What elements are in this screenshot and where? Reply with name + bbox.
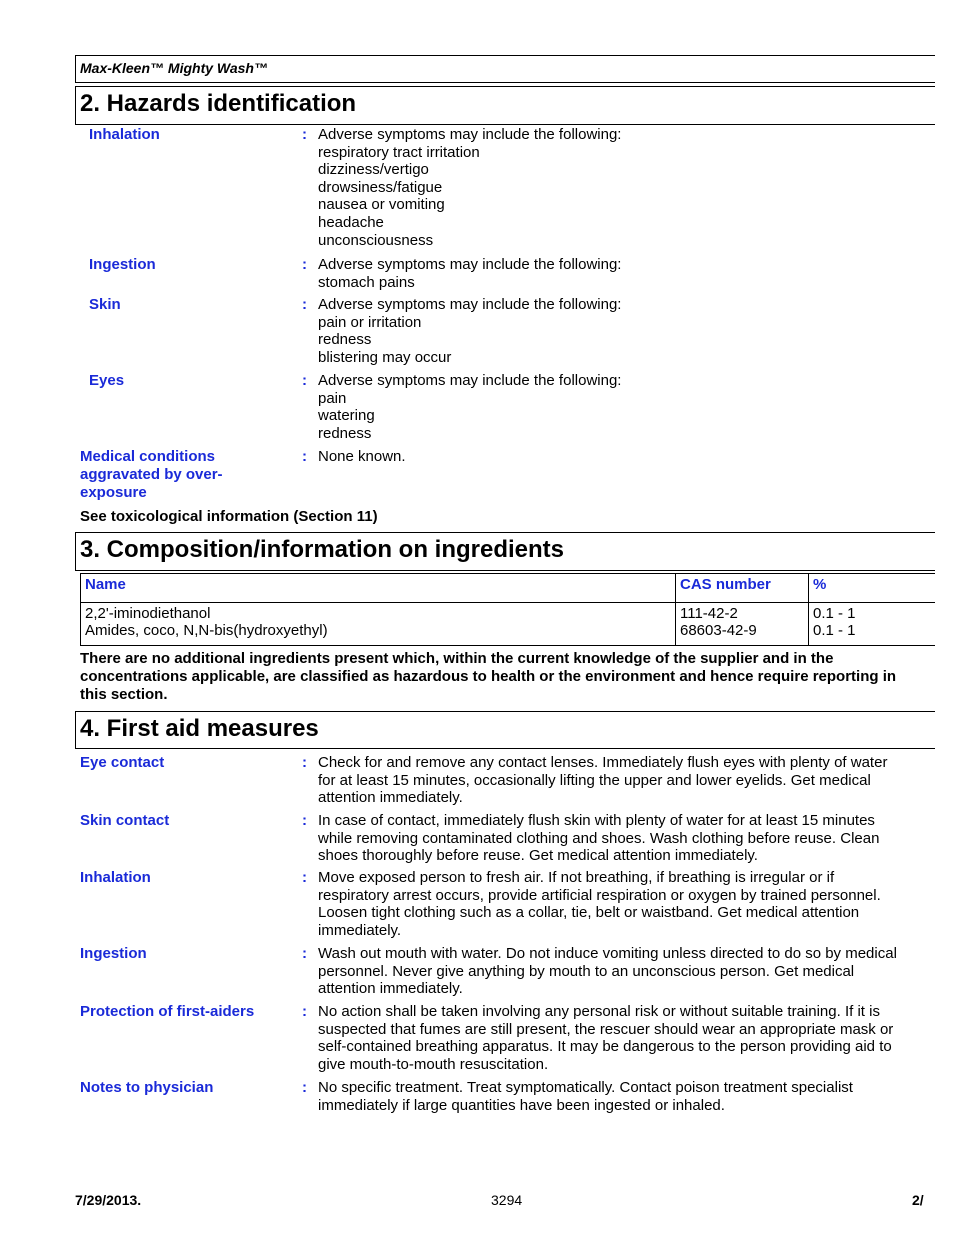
ingredient-name: Amides, coco, N,N-bis(hydroxyethyl) <box>85 622 328 639</box>
s4-colon: : <box>302 945 307 962</box>
s2-ingestion-value: Adverse symptoms may include the following: stomach pains <box>318 256 622 291</box>
s4-inhalation-value: Move exposed person to fresh air. If not breathing, if breathing is irregular or if respiratory arrest occurs, provide artificial respiration or oxygen by trained personnel. Loosen tight clothing such as a collar, tie, belt or waistband. Get medical attention immediately. <box>318 869 881 939</box>
see-toxicological-info: See toxicological information (Section 11) <box>80 508 378 525</box>
s4-colon: : <box>302 1003 307 1020</box>
cas-number: 68603-42-9 <box>680 622 757 639</box>
s2-skin-label: Skin <box>89 296 121 313</box>
col-header-cas: CAS number <box>676 574 809 603</box>
section-3-title: 3. Composition/information on ingredients <box>80 536 564 563</box>
col-header-name: Name <box>81 574 676 603</box>
s2-inhalation-value: Adverse symptoms may include the following: respiratory tract irritation dizziness/vertigo drowsiness/fatigue nausea or vomiting headache unconsciousness <box>318 126 622 249</box>
s2-colon: : <box>302 256 307 273</box>
s2-medical-conditions-value: None known. <box>318 448 406 465</box>
table-header-row <box>81 574 936 603</box>
section-4-title: 4. First aid measures <box>80 715 319 742</box>
s2-colon: : <box>302 372 307 389</box>
s2-medical-conditions-label: Medical conditions aggravated by over- exposure <box>80 448 223 501</box>
s4-colon: : <box>302 812 307 829</box>
s4-notes-to-physician-value: No specific treatment. Treat symptomatically. Contact poison treatment specialist immediately if large quantities have been ingested or inhaled. <box>318 1079 853 1114</box>
s2-inhalation-label: Inhalation <box>89 126 160 143</box>
col-header-percent: % <box>809 574 936 603</box>
cas-number: 111-42-2 <box>680 605 738 622</box>
ingredient-names-cell <box>81 603 676 646</box>
s4-notes-to-physician-label: Notes to physician <box>80 1079 214 1096</box>
s2-skin-value: Adverse symptoms may include the following: pain or irritation redness blistering may occur <box>318 296 622 366</box>
s2-colon: : <box>302 448 307 465</box>
s4-colon: : <box>302 754 307 771</box>
footer-date: 7/29/2013. <box>75 1192 142 1208</box>
section-2-title: 2. Hazards identification <box>80 90 357 117</box>
s4-eye-contact-value: Check for and remove any contact lenses. Immediately flush eyes with plenty of water for at least 15 minutes, occasionally lifting the upper and lower eyelids. Get medical attention immediately. <box>318 754 888 807</box>
table-row <box>81 603 936 646</box>
s4-colon: : <box>302 1079 307 1096</box>
footer-page-number: 2/ <box>912 1192 924 1208</box>
percent-value: 0.1 - 1 <box>813 605 856 622</box>
s4-ingestion-value: Wash out mouth with water. Do not induce vomiting unless directed to do so by medical personnel. Never give anything by mouth to an unconscious person. Get medical attention immediately. <box>318 945 897 998</box>
ingredients-note: There are no additional ingredients present which, within the current knowledge of the supplier and in the concentrations applicable, are classified as hazardous to health or the environment and hence require reporting in this section. <box>80 650 897 703</box>
s2-ingestion-label: Ingestion <box>89 256 156 273</box>
s4-skin-contact-label: Skin contact <box>80 812 170 829</box>
s2-eyes-value: Adverse symptoms may include the following: pain watering redness <box>318 372 622 442</box>
s4-colon: : <box>302 869 307 886</box>
footer-code: 3294 <box>491 1192 523 1208</box>
s2-eyes-label: Eyes <box>89 372 125 389</box>
product-name: Max-Kleen™ Mighty Wash™ <box>80 60 268 76</box>
s4-skin-contact-value: In case of contact, immediately flush skin with plenty of water for at least 15 minutes while removing contaminated clothing and shoes. Wash clothing before reuse. Clean shoes thoroughly before reuse. Get medical attention immediately. <box>318 812 880 865</box>
ingredient-name: 2,2'-iminodiethanol <box>85 605 211 622</box>
ingredients-table <box>80 573 935 646</box>
s2-colon: : <box>302 126 307 143</box>
cas-numbers-cell <box>676 603 809 646</box>
s4-protection-first-aiders-label: Protection of first-aiders <box>80 1003 255 1020</box>
s2-colon: : <box>302 296 307 313</box>
s4-ingestion-label: Ingestion <box>80 945 147 962</box>
s4-protection-first-aiders-value: No action shall be taken involving any personal risk or without suitable training. If it is suspected that fumes are still present, the rescuer should wear an appropriate mask or self-contained breathing apparatus. It may be dangerous to the person providing aid to give mouth-to-mouth resuscitation. <box>318 1003 894 1073</box>
s4-inhalation-label: Inhalation <box>80 869 151 886</box>
percent-value: 0.1 - 1 <box>813 622 856 639</box>
percent-cell <box>809 603 936 646</box>
s4-eye-contact-label: Eye contact <box>80 754 165 771</box>
